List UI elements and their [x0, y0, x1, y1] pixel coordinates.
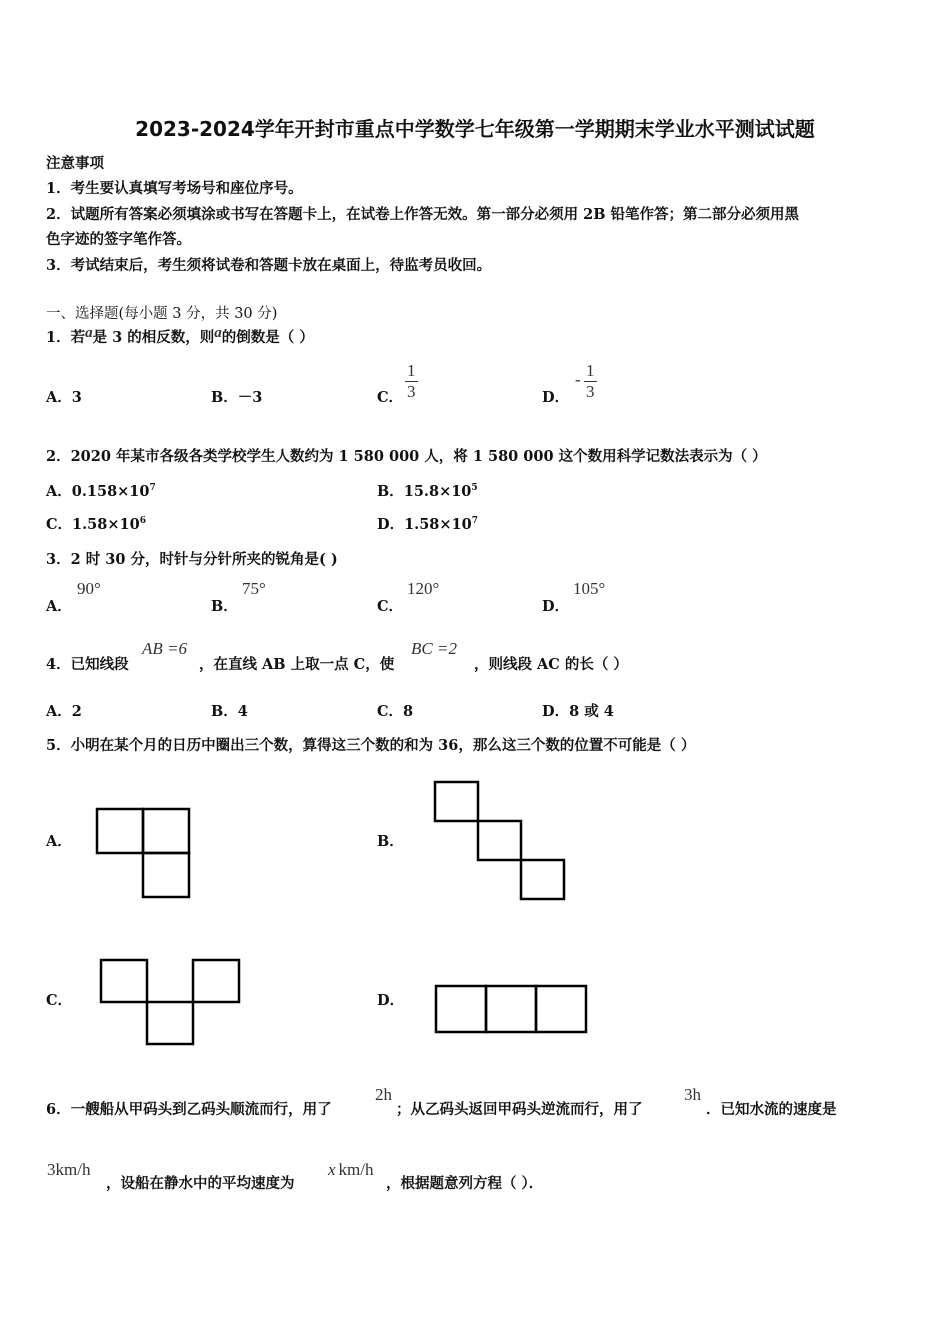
q3-stem: 3．2 时 30 分，时针与分针所夹的锐角是( ) [46, 551, 338, 568]
q6-stem-part5: ，根据题意列方程（ ）． [386, 1175, 544, 1192]
q3-option-c-value: 120° [407, 579, 440, 598]
q1-option-b: B．－3 [211, 389, 263, 406]
q3-option-a-value: 90° [77, 579, 101, 598]
q2-option-d: D．$1.58\times 10^7$ [377, 516, 478, 533]
q5-option-d-label: D． [377, 992, 405, 1009]
q3-option-b-label: B． [211, 598, 238, 615]
q4-math-bc: BC =2 [411, 639, 457, 658]
q1-option-d-sign: - [575, 370, 581, 389]
q1-stem: 1．若a是 3 的相反数，则a的倒数是（ ） [46, 325, 314, 346]
q1-option-a: A．3 [46, 389, 82, 406]
q2-stem: 2．2020 年某市各级各类学校学生人数约为 1 580 000 人，将 1 580 000 这个数用科学记数法表示为（ ） [46, 448, 767, 465]
q1-option-c-label: C． [377, 389, 404, 406]
q4-stem-part3: ，则线段 AC 的长（ ） [474, 656, 628, 673]
section-heading: 一、选择题(每小题 3 分，共 30 分) [46, 306, 278, 322]
notice-heading: 注意事项 [46, 155, 104, 172]
q5-stem: 5．小明在某个月的日历中圈出三个数，算得这三个数的和为 36，那么这三个数的位置不可能是（ ） [46, 737, 696, 754]
q2-option-c: C．$1.58\times 10^6$ [46, 516, 146, 533]
q1-option-d-label: D． [542, 389, 570, 406]
q4-option-d: D．8 或 4 [542, 703, 614, 720]
q1-option-d-fraction: $\frac{1}{3}$ [586, 361, 595, 401]
q2-option-a: A．$0.158\times 10^7$ [46, 483, 156, 500]
q4-option-a: A．2 [46, 703, 82, 720]
notice-item-2: 2．试题所有答案必须填涂或书写在答题卡上，在试卷上作答无效。第一部分必须用 2B 铅笔作答；第二部分必须用黑 [46, 206, 800, 223]
q4-stem-part2: ，在直线 AB 上取一点 C，使 [199, 656, 395, 673]
q6-math-xkmh: x km/h [328, 1160, 374, 1179]
q6-math-3h: 3h [684, 1085, 701, 1104]
q3-option-a-label: A． [46, 598, 72, 615]
page-title: 2023-2024学年开封市重点中学数学七年级第一学期期末学业水平测试试题 [135, 117, 815, 141]
q6-stem-part3: ．已知水流的速度是 [706, 1101, 837, 1118]
q1-option-c-fraction: $\frac{1}{3}$ [407, 361, 416, 401]
q2-option-b: B．$15.8\times 10^5$ [377, 483, 478, 500]
q5-option-d-figure [432, 982, 592, 1038]
q6-math-2h: 2h [375, 1085, 392, 1104]
q5-option-c-label: C． [46, 992, 73, 1009]
q4-math-ab: AB =6 [142, 639, 187, 658]
q6-math-3kmh: 3km/h [47, 1160, 91, 1179]
q4-option-b: B．4 [211, 703, 248, 720]
q6-stem-part2: ；从乙码头返回甲码头逆流而行，用了 [396, 1101, 643, 1118]
q3-option-b-value: 75° [242, 579, 266, 598]
q5-option-a-figure [93, 805, 195, 901]
notice-item-3: 3．考试结束后，考生须将试卷和答题卡放在桌面上，待监考员收回。 [46, 257, 492, 274]
q4-stem-part1: 4．已知线段 [46, 656, 129, 673]
q3-option-c-label: C． [377, 598, 404, 615]
q3-option-d-value: 105° [573, 579, 606, 598]
q6-stem-part4: ，设船在静水中的平均速度为 [106, 1175, 295, 1192]
q1-var-a: a [85, 325, 93, 341]
q5-option-b-label: B． [377, 833, 404, 850]
q1-var-a-2: a [214, 325, 222, 341]
notice-item-1: 1．考生要认真填写考场号和座位序号。 [46, 180, 303, 197]
q6-stem-part1: 6．一艘船从甲码头到乙码头顺流而行，用了 [46, 1101, 332, 1118]
q4-option-c: C．8 [377, 703, 414, 720]
notice-item-2-cont: 色字迹的签字笔作答。 [46, 231, 191, 248]
q5-option-c-figure [97, 956, 243, 1050]
q3-option-d-label: D． [542, 598, 570, 615]
q5-option-b-figure [431, 778, 569, 904]
q5-option-a-label: A． [46, 833, 72, 850]
